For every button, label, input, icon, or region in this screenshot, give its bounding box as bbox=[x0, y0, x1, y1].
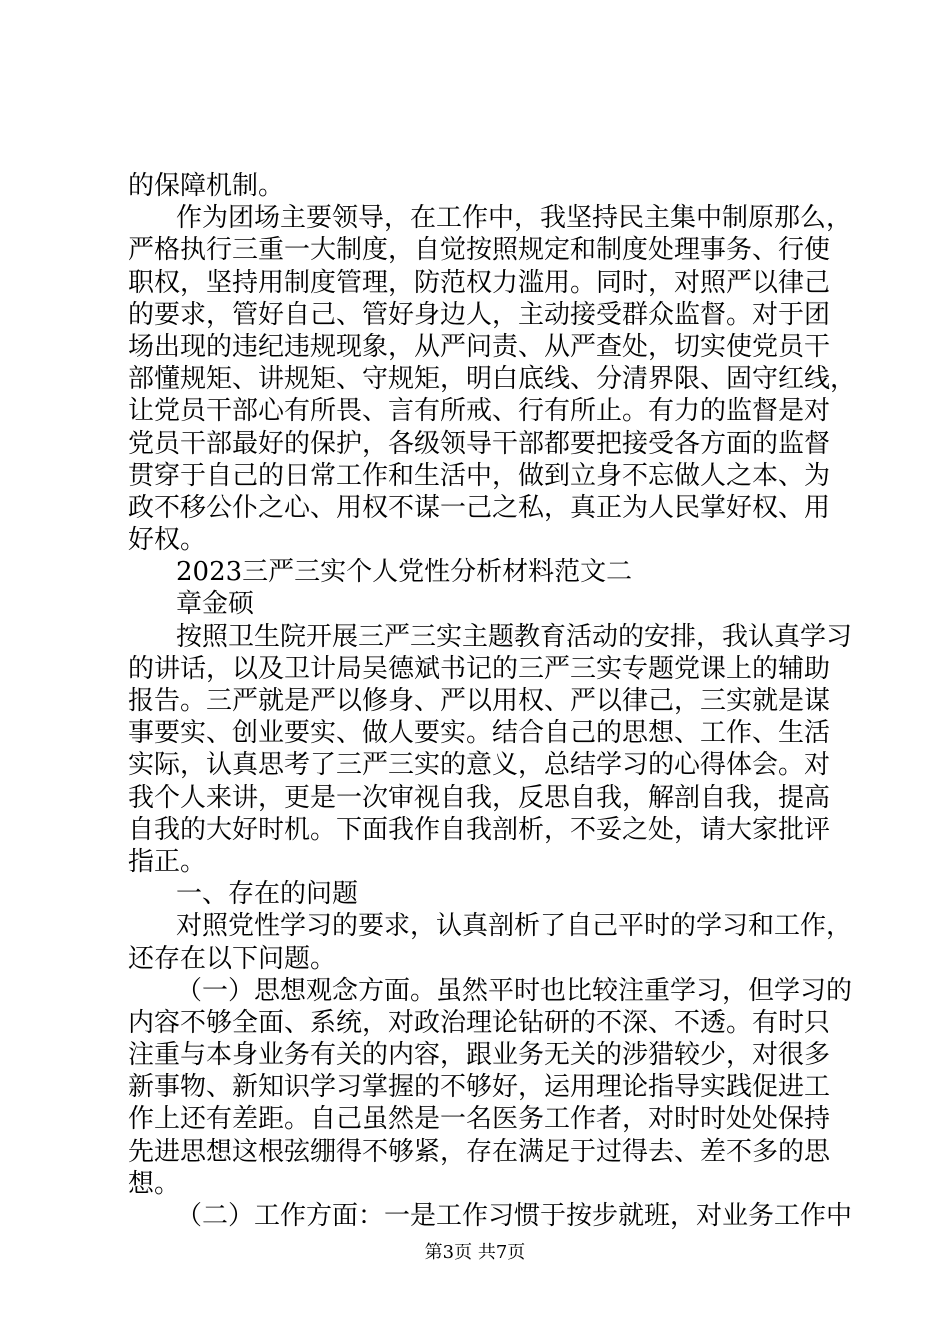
text-line: 好权。 bbox=[128, 525, 207, 556]
text-line: 的讲话，以及卫计局吴德斌书记的三严三实专题党课上的辅助 bbox=[128, 653, 831, 684]
text-line: 报告。三严就是严以修身、严以用权、严以律己，三实就是谋 bbox=[128, 686, 831, 716]
text-line: 新事物、新知识学习掌握的不够好，运用理论指导实践促进工 bbox=[128, 1072, 831, 1103]
text-line: 职权，坚持用制度管理，防范权力滥用。同时，对照严以律己 bbox=[128, 267, 831, 298]
text-line: 作上还有差距。自己虽然是一名医务工作者，对时时处处保持 bbox=[128, 1104, 831, 1135]
text-line: 实际，认真思考了三严三实的意义，总结学习的心得体会。对 bbox=[128, 750, 831, 781]
text-line: 让党员干部心有所畏、言有所戒、行有所止。有力的监督是对 bbox=[128, 396, 831, 427]
text-line: 章金硕 bbox=[176, 589, 255, 620]
text-line: （二）工作方面：一是工作习惯于按步就班，对业务工作中 bbox=[176, 1201, 853, 1231]
text-line: 我个人来讲，更是一次审视自我，反思自我，解剖自我，提高 bbox=[128, 782, 831, 813]
text-line: 政不移公仆之心、用权不谋一己之私，真正为人民掌好权、用 bbox=[128, 492, 831, 523]
text-line: 想。 bbox=[128, 1168, 181, 1199]
text-line: 作为团场主要领导，在工作中，我坚持民主集中制原那么， bbox=[176, 203, 853, 234]
text-line: 自我的大好时机。下面我作自我剖析，不妥之处，请大家批评 bbox=[128, 814, 831, 845]
text-line: 的要求，管好自己、管好身边人，主动接受群众监督。对于团 bbox=[128, 299, 831, 330]
document-body bbox=[128, 170, 857, 1232]
text-line: 先进思想这根弦绷得不够紧，存在满足于过得去、差不多的思 bbox=[128, 1136, 831, 1167]
text-line: 的保障机制。 bbox=[128, 171, 285, 201]
text-line: 严格执行三重一大制度，自觉按照规定和制度处理事务、行使 bbox=[128, 235, 831, 266]
text-line: 党员干部最好的保护，各级领导干部都要把接受各方面的监督 bbox=[128, 428, 831, 459]
text-line: 2023三严三实个人党性分析材料范文二 bbox=[176, 557, 633, 588]
text-line: 指正。 bbox=[128, 846, 207, 877]
text-line: 注重与本身业务有关的内容，跟业务无关的涉猎较少，对很多 bbox=[128, 1040, 831, 1071]
text-line: 部懂规矩、讲规矩、守规矩，明白底线、分清界限、固守红线， bbox=[128, 364, 857, 395]
page-footer: 第3页 共7页 bbox=[424, 1242, 526, 1263]
text-line: 对照党性学习的要求，认真剖析了自己平时的学习和工作， bbox=[176, 911, 853, 942]
text-line: 还存在以下问题。 bbox=[128, 943, 337, 974]
text-line: 按照卫生院开展三严三实主题教育活动的安排，我认真学习 bbox=[176, 621, 853, 652]
text-line: 内容不够全面、系统，对政治理论钻研的不深、不透。有时只 bbox=[128, 1007, 831, 1038]
text-line: 贯穿于自己的日常工作和生活中，做到立身不忘做人之本、为 bbox=[128, 460, 831, 491]
text-line: （一）思想观念方面。虽然平时也比较注重学习，但学习的 bbox=[176, 975, 853, 1006]
text-line: 一、存在的问题 bbox=[176, 879, 359, 910]
text-line: 场出现的违纪违规现象，从严问责、从严查处，切实使党员干 bbox=[128, 331, 831, 362]
text-line: 事要实、创业要实、做人要实。结合自己的思想、工作、生活 bbox=[128, 718, 831, 749]
